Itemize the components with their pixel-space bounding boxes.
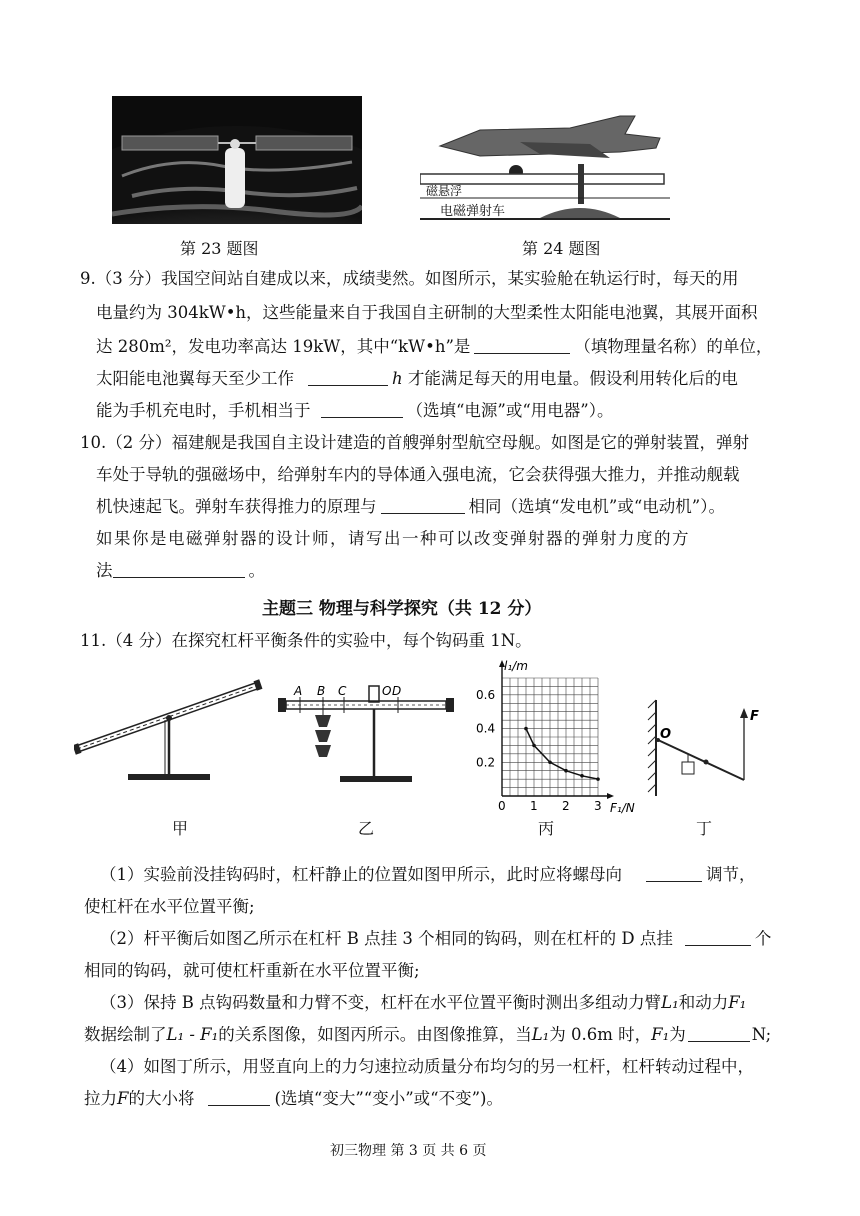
chart-x-tick-label: 3 <box>594 799 602 813</box>
section3-title: 主题三 物理与科学探究（共 12 分） <box>262 599 542 619</box>
q9-blank-2[interactable] <box>308 369 388 386</box>
q10-line5: 法 。 <box>96 561 265 580</box>
q10-blank-2[interactable] <box>113 561 245 578</box>
fig-bing-l1-f1-chart <box>468 656 636 814</box>
fig-yi-lever-with-weights <box>274 684 458 786</box>
fig24-catapult-label: 电磁弹射车 <box>440 204 506 219</box>
q9-line3: 达 280m²，发电功率高达 19kW，其中“kW•h”是 （填物理量名称）的单位， <box>96 337 773 356</box>
lever-point-d: D <box>392 684 402 698</box>
q11-p1-line2: 使杠杆在水平位置平衡; <box>84 897 255 916</box>
q11-p3-line1: （3）保持 B 点钩码数量和力臂不变，杠杆在水平位置平衡时测出多组动力臂L₁和动力F₁ <box>100 993 747 1012</box>
q10-line2: 车处于导轨的强磁场中，给弹射车内的导体通入强电流，它会获得强大推力，并推动舰载 <box>96 465 740 484</box>
q11-p1-line1: （1）实验前没挂钩码时，杠杆静止的位置如图甲所示，此时应将螺母向 调节， <box>100 865 756 884</box>
q9-line5: 能为手机充电时，手机相当于 （选填“电源”或“用电器”）。 <box>96 401 614 420</box>
ding-pivot-label: O <box>660 727 672 742</box>
chart-data-point <box>548 760 552 764</box>
chart-y-tick-label: 0.4 <box>476 721 496 736</box>
q10-line3: 机快速起飞。弹射车获得推力的原理与 相同（选填“发电机”或“电动机”）。 <box>96 497 725 516</box>
page-footer: 初三物理 第 3 页 共 6 页 <box>330 1143 487 1159</box>
chart-data-point <box>532 744 536 748</box>
q11-p4-line2: 拉力F的大小将 (选填“变大”“变小”或“不变”)。 <box>84 1089 503 1108</box>
chart-x-axis-arrow <box>607 793 614 799</box>
fig-ding-lever-wall <box>646 698 776 798</box>
fig-jia-tilted-lever <box>74 668 264 786</box>
chart-x-tick-label: 2 <box>562 799 570 813</box>
chart-x-tick-label: 0 <box>498 799 506 813</box>
fig-bing-label: 丙 <box>538 819 555 838</box>
fig24-maglev-label: 磁悬浮 <box>426 184 463 198</box>
lever-point-a: A <box>294 684 303 698</box>
q11-blank-2[interactable] <box>685 929 751 946</box>
q10-line4: 如果你是电磁弹射器的设计师，请写出一种可以改变弹射器的弹射力度的方 <box>96 529 690 548</box>
q11-blank-3[interactable] <box>688 1025 750 1042</box>
chart-y-tick-label: 0.2 <box>476 755 496 770</box>
ding-force-label: F <box>750 709 759 724</box>
q11-blank-4[interactable] <box>208 1089 270 1106</box>
q11-p3-line2: 数据绘制了L₁ - F₁的关系图像，如图丙所示。由图像推算，当L₁为 0.6m 时，F₁为 N; <box>84 1025 772 1044</box>
q9-line4: 太阳能电池翼每天至少工作 h 才能满足每天的用电量。假设利用转化后的电 <box>96 369 738 388</box>
q10-line1: 10.（2 分）福建舰是我国自主设计建造的首艘弹射型航空母舰。如图是它的弹射装置，弹射 <box>80 433 749 452</box>
fig-ding-label: 丁 <box>696 819 713 838</box>
q10-blank-1[interactable] <box>381 497 465 514</box>
q11-p2-line1: （2）杆平衡后如图乙所示在杠杆 B 点挂 3 个相同的钩码，则在杠杆的 D 点挂 个 <box>100 929 772 948</box>
q9-line1: 9.（3 分）我国空间站自建成以来，成绩斐然。如图所示，某实验舱在轨运行时，每天的用 <box>80 269 739 288</box>
fig24-caption: 第 24 题图 <box>522 239 601 258</box>
lever-point-b: B <box>317 684 326 698</box>
fig23-space-station-photo <box>112 96 362 224</box>
chart-y-axis-label: l₁/m <box>504 659 528 673</box>
chart-data-point <box>524 727 528 731</box>
q11-p4-line1: （4）如图丁所示，用竖直向上的力匀速拉动质量分布均匀的另一杠杆，杠杆转动过程中， <box>100 1057 754 1076</box>
chart-x-axis-label: F₁/N <box>610 801 635 814</box>
chart-data-point <box>564 769 568 773</box>
q11-p2-line2: 相同的钩码，就可使杠杆重新在水平位置平衡; <box>84 961 420 980</box>
q9-blank-1[interactable] <box>474 337 570 354</box>
fig-jia-label: 甲 <box>172 819 189 838</box>
q11-intro: 11.（4 分）在探究杠杆平衡条件的实验中，每个钩码重 1N。 <box>80 631 532 650</box>
fig23-caption: 第 23 题图 <box>180 239 259 258</box>
lever-point-o: O <box>382 684 392 698</box>
chart-y-tick-label: 0.6 <box>476 687 496 702</box>
chart-data-point <box>580 774 584 778</box>
q9-line2: 电量约为 304kW•h，这些能量来自于我国自主研制的大型柔性太阳能电池翼，其展开面积 <box>96 303 758 322</box>
q9-blank-3[interactable] <box>321 401 403 418</box>
fig-yi-label: 乙 <box>358 819 375 838</box>
q11-blank-1[interactable] <box>646 865 702 882</box>
lever-point-c: C <box>338 684 347 698</box>
chart-x-tick-label: 1 <box>530 799 538 813</box>
chart-data-point <box>596 777 600 781</box>
fig24-catapult-photo <box>420 98 676 224</box>
